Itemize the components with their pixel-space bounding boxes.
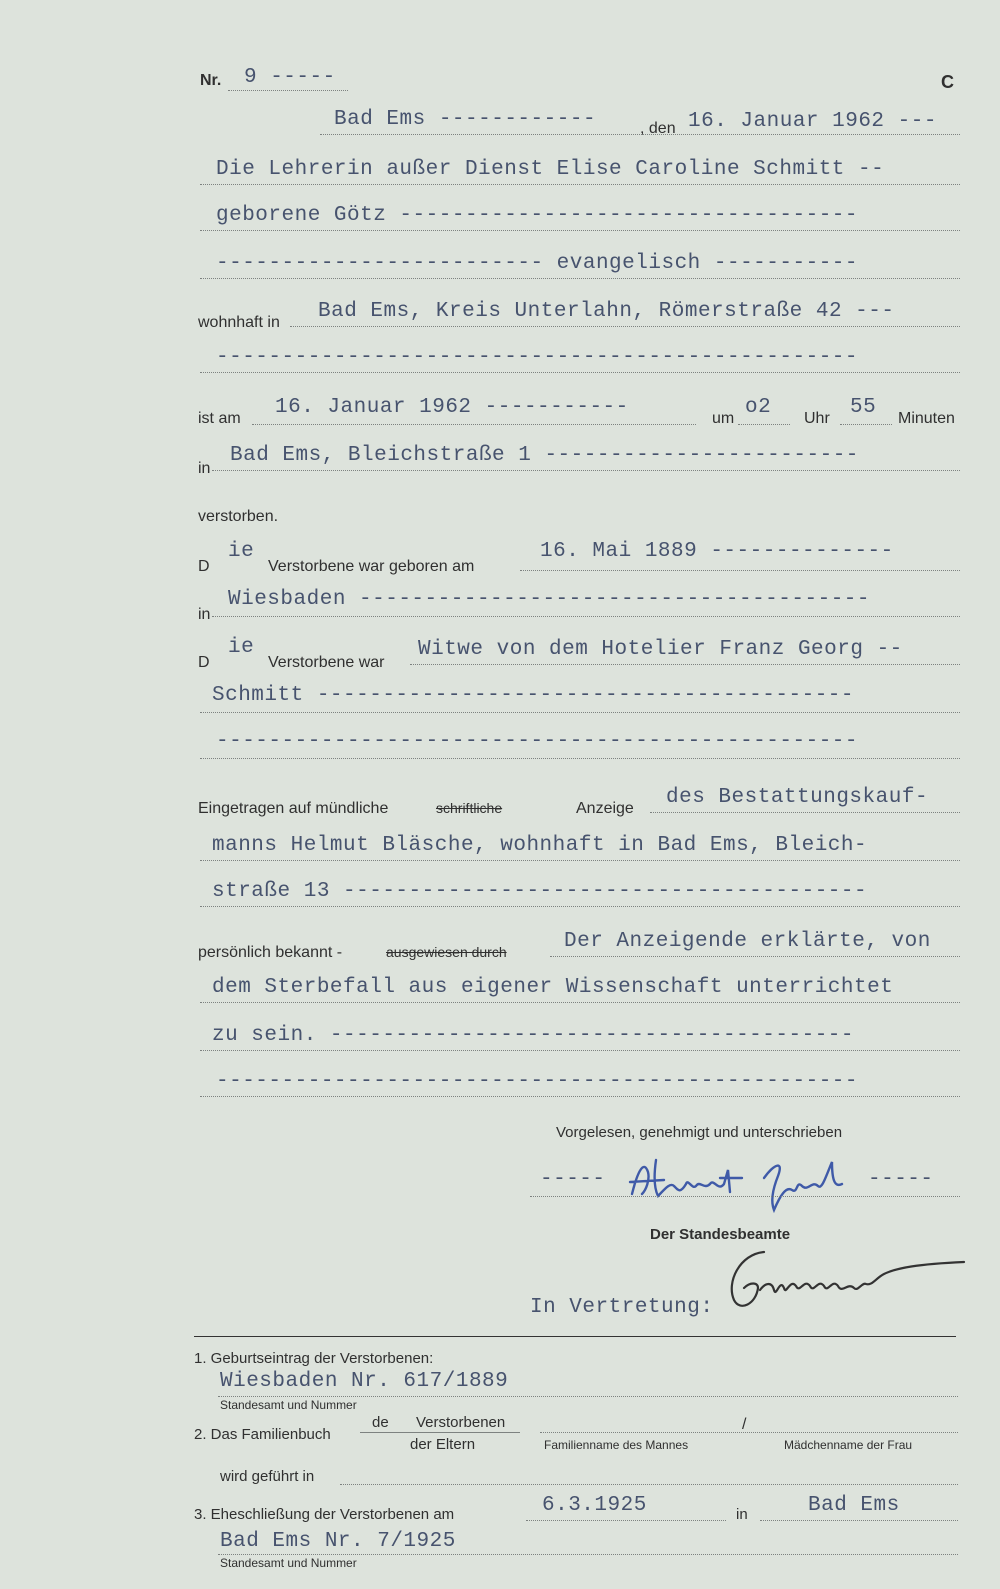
bekannt-value: Der Anzeigende erklärte, von [564, 930, 931, 953]
vertretung-label: In Vertretung: [530, 1296, 714, 1319]
place: Bad Ems ------------ [334, 108, 597, 131]
status-label: Verstorbene war [268, 654, 385, 671]
item3-label: 3. Eheschließung der Verstorbenen am [194, 1506, 455, 1523]
item1-label: 1. Geburtseintrag der Verstorbenen: [194, 1350, 434, 1367]
item2-mann: Familienname des Mannes [544, 1438, 689, 1452]
item2-de: de [372, 1414, 389, 1431]
birth-in-label: in [198, 606, 211, 623]
informant-signature [624, 1150, 864, 1214]
dash-line-2: ------------------------------------------------- [216, 730, 859, 753]
item2-frau: Mädchenname der Frau [784, 1438, 913, 1452]
person-line-1: Die Lehrerin außer Dienst Elise Caroline Schmitt -- [216, 158, 885, 181]
item2-label: 2. Das Familienbuch [194, 1426, 331, 1443]
born-prefix: D [198, 558, 210, 575]
death-minutes: 55 [850, 396, 877, 419]
birth-place: Wiesbaden --------------------------------------- [228, 588, 871, 611]
item3-date: 6.3.1925 [542, 1494, 647, 1517]
ausgewiesen-struck: ausgewiesen durch [386, 944, 507, 960]
nr-label: Nr. [200, 72, 222, 89]
anzeige-label: Anzeige [576, 800, 634, 817]
nr-value: 9 ----- [244, 66, 336, 89]
dash-line-1: ------------------------------------------------- [216, 346, 859, 369]
uhr-label: Uhr [804, 410, 830, 427]
ist-am-label: ist am [198, 410, 241, 427]
form-letter: C [941, 72, 954, 92]
born-label: Verstorbene war geboren am [268, 558, 475, 575]
item3-in: in [736, 1506, 748, 1523]
death-hour: o2 [745, 396, 772, 419]
item3-value: Bad Ems Nr. 7/1925 [220, 1530, 456, 1553]
status-prefix: D [198, 654, 210, 671]
anzeige-value: des Bestattungskauf- [666, 786, 929, 809]
vorgelesen-label: Vorgelesen, genehmigt und unterschrieben [556, 1124, 843, 1141]
residence: Bad Ems, Kreis Unterlahn, Römerstraße 42 --- [318, 300, 895, 323]
anzeige-line-3: straße 13 ---------------------------------------- [212, 880, 868, 903]
sig-dashes-left: ----- [540, 1168, 606, 1191]
dash-line-3: ------------------------------------------------- [216, 1070, 859, 1093]
item3-caption: Standesamt und Nummer [220, 1556, 357, 1570]
status-line-2: Schmitt ----------------------------------------- [212, 684, 855, 707]
in-label: in [198, 460, 211, 477]
person-line-2: geborene Götz ----------------------------------- [216, 204, 859, 227]
minuten-label: Minuten [898, 410, 955, 427]
status-value: Witwe von dem Hotelier Franz Georg -- [418, 638, 903, 661]
bekannt-label: persönlich bekannt - [198, 944, 343, 961]
birth-date: 16. Mai 1889 -------------- [540, 540, 894, 563]
sig-dashes-right: ----- [868, 1168, 934, 1191]
record-date: 16. Januar 1962 --- [688, 110, 937, 133]
den-label: , den [640, 120, 676, 137]
death-date: 16. Januar 1962 ----------- [275, 396, 629, 419]
item2-eltern: der Eltern [410, 1436, 476, 1453]
bekannt-line-2: dem Sterbefall aus eigener Wissenschaft unterrichtet [212, 976, 894, 999]
born-ie: ie [228, 540, 255, 563]
item1-caption: Standesamt und Nummer [220, 1398, 357, 1412]
schriftliche-struck: schriftliche [436, 800, 503, 816]
registrar-signature [720, 1242, 980, 1322]
religion-line: ------------------------- evangelisch ----------- [216, 252, 859, 275]
bekannt-line-3: zu sein. ---------------------------------------- [212, 1024, 855, 1047]
status-ie: ie [228, 636, 255, 659]
death-place: Bad Ems, Bleichstraße 1 ------------------------ [230, 444, 859, 467]
item1-value: Wiesbaden Nr. 617/1889 [220, 1370, 509, 1393]
item3-place: Bad Ems [808, 1494, 900, 1517]
item2-gefuehrt: wird geführt in [220, 1468, 315, 1485]
wohnhaft-label: wohnhaft in [198, 314, 280, 331]
item2-slash: / [742, 1416, 747, 1433]
anzeige-line-2: manns Helmut Bläsche, wohnhaft in Bad Ems, Bleich- [212, 834, 868, 857]
um-label: um [712, 410, 735, 427]
standesbeamte-label: Der Standesbeamte [650, 1226, 791, 1243]
eingetragen-label: Eingetragen auf mündliche [198, 800, 389, 817]
item2-verstorbenen: Verstorbenen [416, 1414, 506, 1431]
verstorben-label: verstorben. [198, 508, 279, 525]
